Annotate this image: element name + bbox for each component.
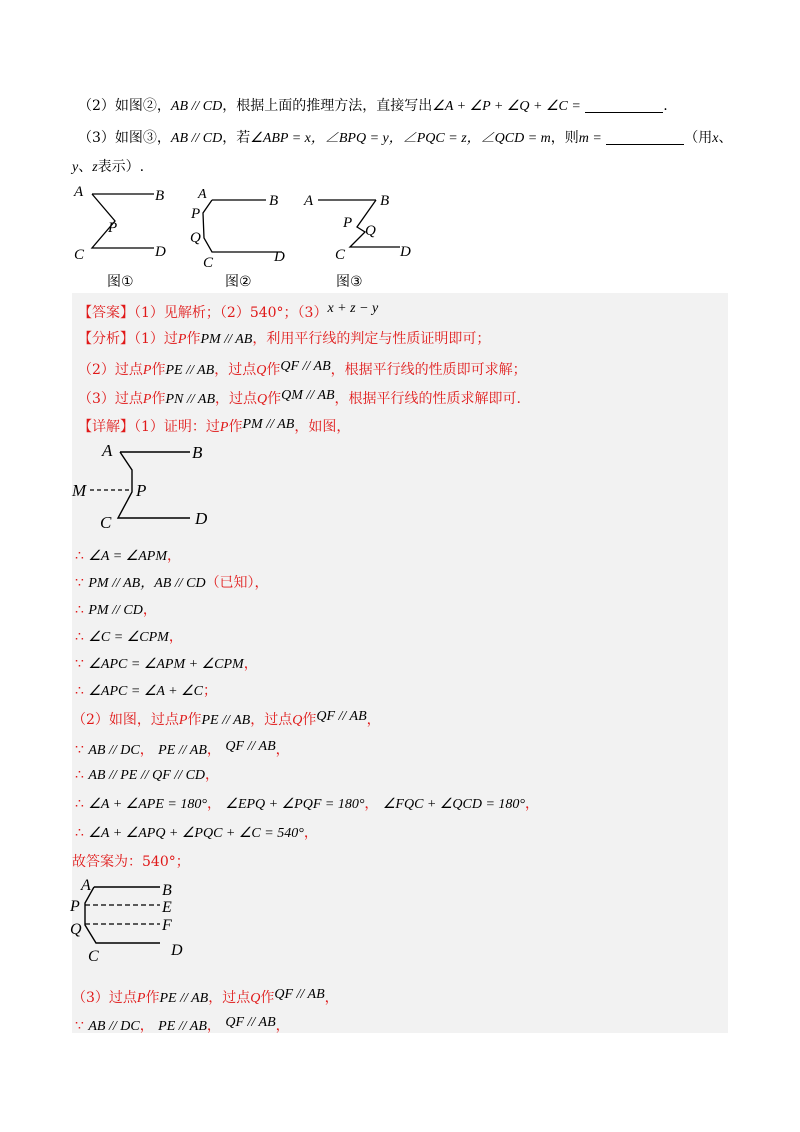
proof-s3-end: ， — [142, 602, 157, 618]
conclusion — [72, 853, 190, 871]
detail-p2-e: ， — [366, 712, 381, 728]
analysis-l2-q: Q — [256, 363, 267, 378]
detail-p2-c: ，过点 — [250, 712, 293, 728]
proof-s3: PM // CD — [88, 603, 143, 618]
analysis-l3-p: P — [142, 392, 152, 407]
proof-t1-b: ， — [139, 742, 154, 758]
fig2-label-q: Q — [190, 230, 201, 246]
analysis-l2-a: （2）过点 — [78, 362, 143, 378]
proof-t4 — [75, 824, 318, 843]
q2-answer-blank[interactable] — [585, 98, 663, 113]
answer-text: （1）见解析；（2）540°；（3） — [134, 305, 328, 321]
detail-p3-a: （3）过点 — [72, 990, 137, 1006]
fig3-label-p: P — [343, 215, 353, 231]
detail-part-3 — [72, 986, 339, 1008]
detail-intro-math: PM // AB — [242, 417, 295, 432]
proof-t4-end: ， — [303, 825, 318, 841]
proof-t1-d: ， — [275, 742, 290, 758]
detail-p3-e: ， — [324, 990, 339, 1006]
detail-part-2 — [72, 708, 381, 730]
proof-u1-a: AB // DC — [88, 1019, 140, 1034]
analysis-l3-c: ，过点 — [215, 391, 258, 407]
analysis-l2-e: ，根据平行线的性质即可求解； — [330, 362, 527, 378]
analysis-l3-d: 作 — [267, 391, 282, 407]
proof-u1-sym: ∵ — [75, 1018, 84, 1034]
analysis-l3-math2: QM // AB — [281, 388, 335, 403]
analysis-l3-b: 作 — [151, 391, 166, 407]
detail-fig2-c: C — [88, 948, 99, 965]
detail-intro — [78, 416, 350, 437]
proof-t4: ∠A + ∠APQ + ∠PQC + ∠C = 540° — [88, 826, 304, 841]
fig2-label-b: B — [269, 193, 279, 209]
detail-figure-1 — [70, 438, 230, 533]
proof-s1-end: ， — [167, 548, 181, 564]
proof-t2: AB // PE // QF // CD — [88, 768, 206, 783]
proof-s6-sym: ∴ — [75, 683, 84, 699]
proof-s2-sym: ∵ — [75, 575, 84, 591]
q3-prefix: （3）如图③， — [78, 130, 171, 146]
proof-s6: ∠APC = ∠A + ∠C — [88, 684, 203, 699]
detail-fig1-p: P — [136, 481, 147, 500]
fig2-caption: 图② — [225, 274, 252, 290]
q2-condition: AB // CD — [170, 99, 223, 114]
detail-p3-q: Q — [250, 991, 261, 1006]
proof-step-5 — [75, 655, 258, 674]
fig3-label-d: D — [400, 244, 411, 260]
proof-s5: ∠APC = ∠APM + ∠CPM — [88, 657, 244, 672]
proof-t1 — [75, 738, 290, 760]
analysis-l2-math2: QF // AB — [280, 359, 331, 374]
fig3-label-q: Q — [365, 223, 376, 239]
proof-u1-c: ， — [206, 1018, 221, 1034]
detail-fig2-f: F — [162, 917, 172, 934]
proof-t3-d: ， — [364, 796, 379, 812]
detail-fig1-a: A — [102, 441, 113, 460]
detail-p3-b: 作 — [145, 990, 160, 1006]
q3-sep: 、 — [718, 130, 733, 146]
question-figures — [60, 180, 440, 295]
q3-condition: AB // CD — [170, 131, 223, 146]
proof-u1-b: ， — [139, 1018, 154, 1034]
answer-line — [78, 300, 378, 322]
proof-t1-m2: PE // AB — [158, 743, 207, 758]
detail-p2-p: P — [178, 713, 188, 728]
fig3-label-a: A — [304, 193, 314, 209]
detail-fig1-b: B — [192, 443, 203, 462]
detail-p3-d: 作 — [260, 990, 275, 1006]
q2-text: ，根据上面的推理方法，直接写出 — [222, 98, 433, 114]
q3-tail: 表示）. — [97, 159, 145, 175]
detail-intro-b: 作 — [228, 419, 243, 435]
detail-fig2-p: P — [70, 898, 80, 915]
proof-step-1 — [75, 547, 181, 566]
analysis-l2-math1: PE // AB — [165, 363, 215, 378]
analysis-l2-c: ，过点 — [214, 362, 257, 378]
analysis-l1-c: ，利用平行线的判定与性质证明即可； — [252, 331, 491, 347]
q3-var-z: z — [92, 160, 98, 175]
answer-expression: x + z − y — [327, 301, 379, 316]
detail-fig1-c: C — [100, 513, 112, 532]
detail-p2-q: Q — [292, 713, 303, 728]
analysis-l1-a: （1）过 — [134, 331, 178, 347]
question-2 — [78, 97, 668, 116]
detail-p3-c: ，过点 — [208, 990, 251, 1006]
proof-step-6 — [75, 682, 217, 701]
detail-p2-d: 作 — [302, 712, 317, 728]
detail-intro-c: ，如图， — [294, 419, 351, 435]
detail-p3-math1: PE // AB — [159, 991, 209, 1006]
fig3-label-c: C — [335, 247, 346, 263]
analysis-l1-p: P — [177, 332, 187, 347]
detail-fig2-b: B — [162, 882, 172, 899]
figure-1 — [73, 184, 166, 290]
proof-t2-end: ， — [205, 767, 220, 783]
detail-fig2-q: Q — [70, 921, 82, 938]
detail-fig1-d: D — [195, 509, 208, 528]
proof-t3-a: ∠A + ∠APE = 180° — [88, 797, 207, 812]
proof-s3-sym: ∴ — [75, 602, 84, 618]
proof-s5-end: ， — [243, 656, 258, 672]
detail-fig2-d: D — [171, 942, 183, 959]
q2-prefix: （2）如图②， — [78, 98, 171, 114]
q3-expression: m = — [578, 131, 602, 146]
analysis-l2-b: 作 — [151, 362, 166, 378]
proof-t3-c: ∠EPQ + ∠PQF = 180° — [225, 797, 365, 812]
analysis-l2-p: P — [142, 363, 152, 378]
proof-s1: ∠A = ∠APM — [88, 549, 167, 564]
fig1-label-d: D — [155, 244, 166, 260]
detail-p2-math2: QF // AB — [316, 709, 367, 724]
detail-p2-math1: PE // AB — [201, 713, 251, 728]
detail-p2-b: 作 — [187, 712, 202, 728]
proof-t3-b: ， — [206, 796, 221, 812]
proof-t1-m3: QF // AB — [225, 739, 276, 754]
fig1-label-c: C — [74, 247, 85, 263]
detail-fig2-e: E — [162, 899, 172, 916]
proof-step-3 — [75, 601, 157, 620]
detail-fig1-m: M — [72, 481, 87, 500]
detail-p2-a: （2）如图，过点 — [72, 712, 179, 728]
analysis-l1-math: PM // AB — [200, 332, 253, 347]
analysis-l3-math1: PN // AB — [165, 392, 216, 407]
q2-end: . — [663, 98, 668, 114]
fig1-label-p: P — [108, 220, 118, 236]
q3-end: （用 — [684, 130, 713, 146]
proof-u1-m3: QF // AB — [225, 1015, 276, 1030]
fig1-label-b: B — [155, 188, 165, 204]
analysis-l3-a: （3）过点 — [78, 391, 143, 407]
q3-var-x: x — [712, 131, 719, 146]
q3-answer-blank[interactable] — [606, 130, 684, 145]
proof-t1-c: ， — [206, 742, 221, 758]
proof-s1-sym: ∴ — [75, 548, 84, 564]
detail-p3-math2: QF // AB — [274, 987, 325, 1002]
detail-fig2-a: A — [81, 877, 91, 894]
proof-s4-end: ， — [168, 629, 183, 645]
fig2-label-c: C — [203, 255, 214, 271]
proof-s2-note: （已知）， — [205, 575, 269, 591]
proof-t2 — [75, 766, 219, 785]
analysis-tag: 【分析】 — [78, 331, 134, 347]
proof-u1-m2: PE // AB — [158, 1019, 207, 1034]
proof-s4-sym: ∴ — [75, 629, 84, 645]
proof-step-2 — [75, 574, 269, 593]
q3-text2: ，则 — [550, 130, 579, 146]
question-3 — [78, 129, 733, 148]
proof-t3-sym: ∴ — [75, 796, 84, 812]
q3-given: ∠ABP = x，∠BPQ = y，∠PQC = z，∠QCD = m — [250, 131, 551, 146]
q2-expression: ∠A + ∠P + ∠Q + ∠C = — [432, 99, 581, 114]
q3-var-y: y — [72, 160, 79, 175]
detail-intro-p: P — [219, 420, 229, 435]
proof-u1 — [75, 1014, 290, 1036]
proof-t4-sym: ∴ — [75, 825, 84, 841]
question-3-cont — [72, 158, 144, 177]
figure-2 — [190, 187, 285, 290]
fig2-label-a: A — [198, 187, 207, 202]
proof-t2-sym: ∴ — [75, 767, 84, 783]
analysis-line-2 — [78, 358, 527, 380]
conclusion-text: 故答案为：540°； — [72, 854, 190, 870]
detail-figure-2 — [68, 875, 208, 967]
proof-step-4 — [75, 628, 183, 647]
proof-u1-d: ， — [275, 1018, 290, 1034]
fig3-label-b: B — [380, 193, 390, 209]
fig1-label-a: A — [74, 184, 84, 200]
proof-t3 — [75, 795, 539, 814]
fig2-label-d: D — [274, 249, 285, 265]
figure-3 — [303, 193, 411, 290]
q3-text: ，若 — [222, 130, 251, 146]
proof-t3-f: ， — [525, 796, 540, 812]
detail-tag: 【详解】 — [78, 419, 134, 435]
fig3-caption: 图③ — [336, 274, 363, 290]
fig1-caption: 图① — [107, 274, 134, 290]
analysis-l3-e: ，根据平行线的性质求解即可. — [334, 391, 521, 407]
analysis-l2-d: 作 — [266, 362, 281, 378]
analysis-l1-b: 作 — [186, 331, 201, 347]
proof-s5-sym: ∵ — [75, 656, 84, 672]
q3-sep2: 、 — [78, 159, 93, 175]
detail-p3-p: P — [136, 991, 146, 1006]
analysis-line-3 — [78, 387, 521, 409]
analysis-l3-q: Q — [257, 392, 268, 407]
proof-s6-end: ； — [203, 683, 217, 699]
detail-intro-a: （1）证明：过 — [134, 419, 220, 435]
proof-s4: ∠C = ∠CPM — [88, 630, 169, 645]
analysis-line-1 — [78, 330, 490, 349]
fig2-label-p: P — [191, 206, 201, 222]
proof-t1-a: AB // DC — [88, 743, 140, 758]
proof-t1-sym: ∵ — [75, 742, 84, 758]
proof-s2: PM // AB，AB // CD — [88, 576, 206, 591]
answer-tag: 【答案】 — [78, 305, 134, 321]
proof-t3-e: ∠FQC + ∠QCD = 180° — [382, 797, 526, 812]
